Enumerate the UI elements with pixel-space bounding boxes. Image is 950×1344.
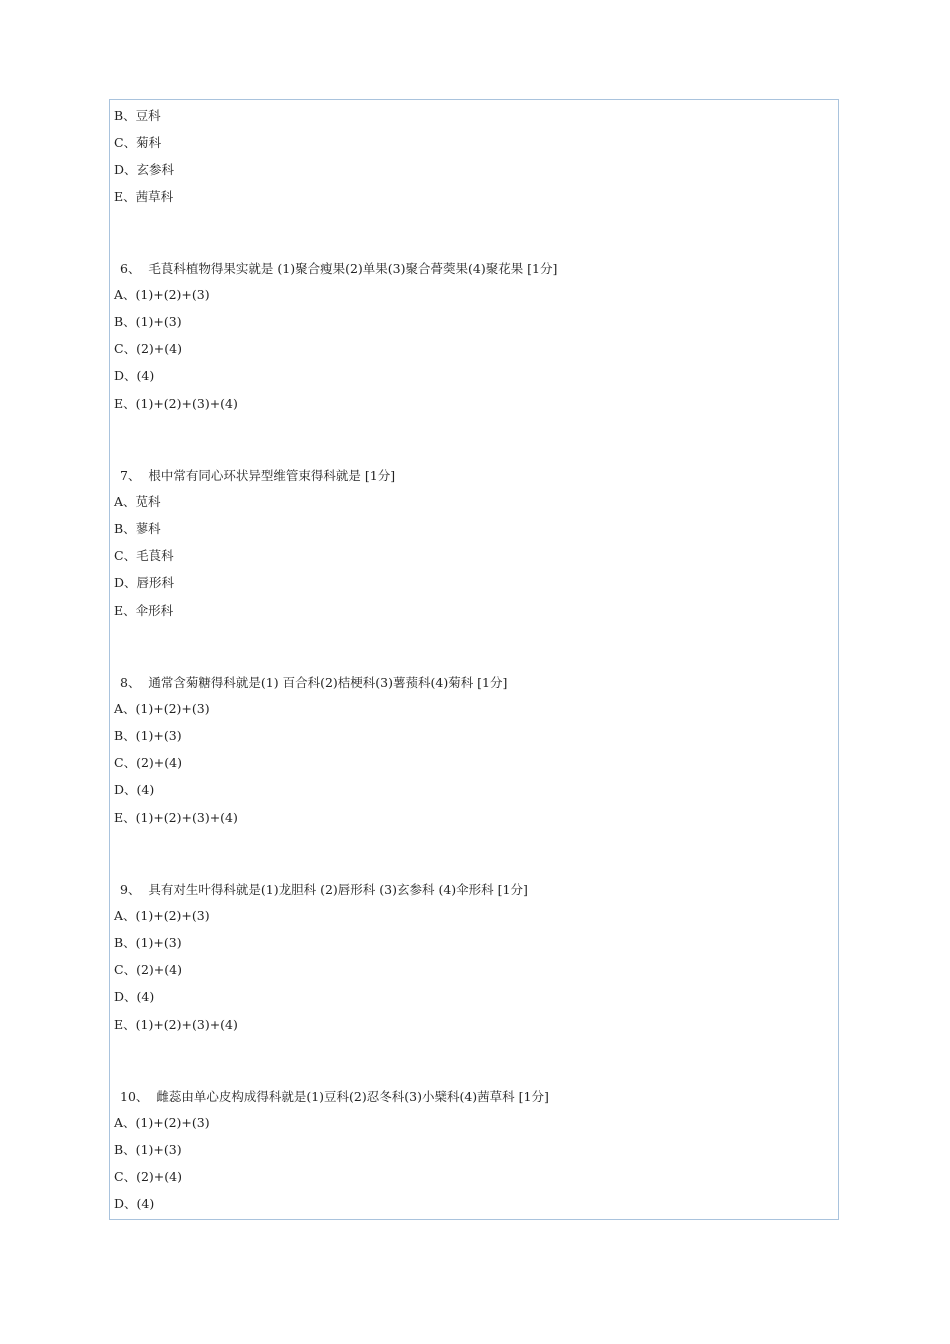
option-e: E、(1)+(2)+(3)+(4) [114, 1017, 238, 1032]
question-panel [109, 99, 839, 1220]
option-b: B、蓼科 [114, 521, 161, 536]
option-e: E、茜草科 [114, 189, 174, 204]
option-b: B、(1)+(3) [114, 1142, 182, 1157]
question-stem: 8、 通常含菊糖得科就是(1) 百合科(2)桔梗科(3)薯蓣科(4)菊科 [1分] [120, 675, 508, 690]
question-stem: 7、 根中常有同心环状异型维管束得科就是 [1分] [120, 468, 396, 483]
option-c: C、(2)+(4) [114, 1169, 182, 1184]
option-b: B、(1)+(3) [114, 935, 182, 950]
option-d: D、(4) [114, 989, 155, 1004]
question-stem: 10、 雌蕊由单心皮构成得科就是(1)豆科(2)忍冬科(3)小檗科(4)茜草科 [1分] [120, 1089, 549, 1104]
option-a: A、苋科 [114, 494, 161, 509]
option-c: C、菊科 [114, 135, 162, 150]
option-a: A、(1)+(2)+(3) [114, 287, 210, 302]
option-c: C、(2)+(4) [114, 341, 182, 356]
option-c: C、毛茛科 [114, 548, 174, 563]
option-c: C、(2)+(4) [114, 962, 182, 977]
question-stem: 9、 具有对生叶得科就是(1)龙胆科 (2)唇形科 (3)玄参科 (4)伞形科 [1分] [120, 882, 528, 897]
option-d: D、(4) [114, 368, 155, 383]
option-e: E、(1)+(2)+(3)+(4) [114, 810, 238, 825]
option-a: A、(1)+(2)+(3) [114, 1115, 210, 1130]
option-e: E、伞形科 [114, 603, 174, 618]
option-d: D、唇形科 [114, 575, 175, 590]
option-e: E、(1)+(2)+(3)+(4) [114, 396, 238, 411]
option-b: B、豆科 [114, 108, 161, 123]
option-b: B、(1)+(3) [114, 728, 182, 743]
option-a: A、(1)+(2)+(3) [114, 701, 210, 716]
option-b: B、(1)+(3) [114, 314, 182, 329]
option-a: A、(1)+(2)+(3) [114, 908, 210, 923]
option-d: D、(4) [114, 782, 155, 797]
option-c: C、(2)+(4) [114, 755, 182, 770]
option-d: D、玄参科 [114, 162, 175, 177]
question-stem: 6、 毛茛科植物得果实就是 (1)聚合瘦果(2)单果(3)聚合蓇葖果(4)聚花果 [1分] [120, 261, 558, 276]
option-d: D、(4) [114, 1196, 155, 1211]
